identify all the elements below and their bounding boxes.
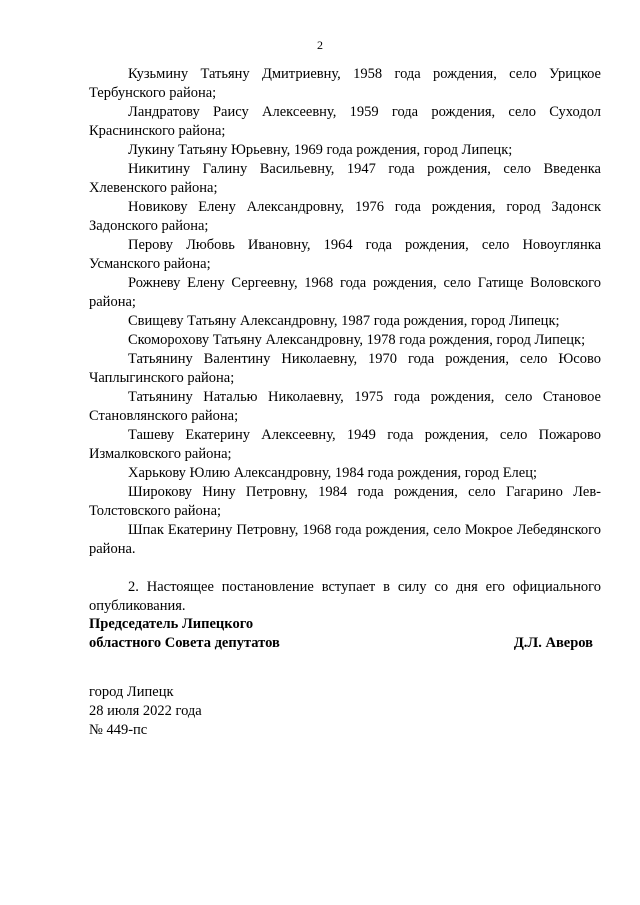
final-clause: 2. Настоящее постановление вступает в силу со дня его официального опубликования. [89,579,601,614]
document-footer [89,683,202,740]
awardee-entry: Перову Любовь Ивановну, 1964 года рождения, село Новоуглянка Усманского района; [89,237,601,272]
awardee-entry: Ландратову Раису Алексеевну, 1959 года рождения, село Суходол Краснинского района; [89,104,601,139]
signatory-title-line2: областного Совета депутатов [89,635,280,651]
awardee-entry: Кузьмину Татьяну Дмитриевну, 1958 года рождения, село Урицкое Тербунского района; [89,66,601,101]
document-number: № 449-пс [89,722,148,738]
awardee-entry: Шпак Екатерину Петровну, 1968 года рождения, село Мокрое Лебедянского района. [89,522,601,557]
awardee-entry: Широкову Нину Петровну, 1984 года рождения, село Гагарино Лев-Толстовского района; [89,484,601,519]
page-number: 2 [317,38,323,52]
awardee-entry: Новикову Елену Александровну, 1976 года рождения, город Задонск Задонского района; [89,199,601,234]
awardee-entry: Татьянину Валентину Николаевну, 1970 года рождения, село Юсово Чаплыгинского района; [89,351,601,386]
signatory-name: Д.Л. Аверов [513,635,593,651]
awardee-entry: Татьянину Наталью Николаевну, 1975 года рождения, село Становое Становлянского района; [89,389,601,424]
issue-city: город Липецк [89,684,174,700]
awardee-entry: Лукину Татьяну Юрьевну, 1969 года рождения, город Липецк; [128,142,513,158]
signatory-title-line1: Председатель Липецкого [89,616,254,632]
awardee-list [89,65,601,559]
awardee-entry: Скоморохову Татьяну Александровну, 1978 года рождения, город Липецк; [128,332,586,348]
awardee-entry: Свищеву Татьяну Александровну, 1987 года рождения, город Липецк; [128,313,560,329]
awardee-entry: Рожневу Елену Сергеевну, 1968 года рождения, село Гатище Воловского района; [89,275,601,310]
awardee-entry: Никитину Галину Васильевну, 1947 года рождения, село Введенка Хлевенского района; [89,161,601,196]
signature-block [89,615,599,653]
awardee-entry: Ташеву Екатерину Алексеевну, 1949 года рождения, село Пожарово Измалковского района; [89,427,601,462]
document-body [89,65,601,616]
issue-date: 28 июля 2022 года [89,703,202,719]
awardee-entry: Харькову Юлию Александровну, 1984 года рождения, город Елец; [128,465,538,481]
